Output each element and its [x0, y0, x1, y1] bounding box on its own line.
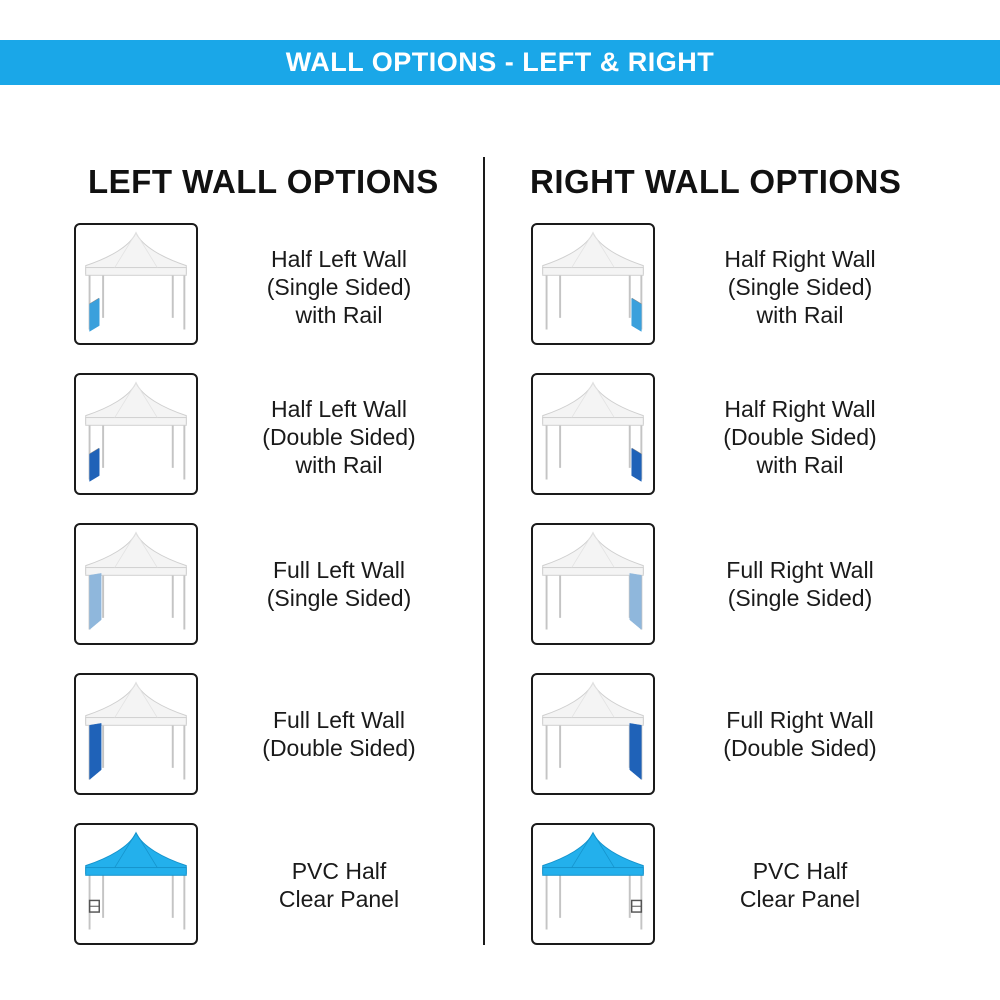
column-divider [483, 157, 485, 945]
option-card-full-right-double[interactable] [531, 673, 655, 795]
tent-full-right-wall-double-icon [533, 675, 653, 793]
option-card-full-left-single[interactable] [74, 523, 198, 645]
option-label-full-left-single: Full Left Wall (Single Sided) [266, 557, 412, 611]
option-card-pvc-left[interactable] [74, 823, 198, 945]
tent-half-left-wall-double-icon [76, 375, 196, 493]
option-card-pvc-right[interactable] [531, 823, 655, 945]
tent-pvc-half-clear-panel-icon [76, 825, 196, 943]
option-label-full-right-double: Full Right Wall (Double Sided) [723, 707, 877, 761]
banner-title: WALL OPTIONS - LEFT & RIGHT [285, 47, 715, 77]
option-label-half-left-double: Half Left Wall (Double Sided) with Rail [262, 396, 416, 478]
tent-half-left-wall-single-icon [76, 225, 196, 343]
tent-full-left-wall-single-icon [76, 525, 196, 643]
option-label-full-left-double: Full Left Wall (Double Sided) [262, 707, 416, 761]
option-card-full-right-single[interactable] [531, 523, 655, 645]
option-label-pvc-left: PVC Half Clear Panel [278, 858, 400, 912]
option-card-half-right-double[interactable] [531, 373, 655, 495]
tent-half-right-wall-double-icon [533, 375, 653, 493]
option-card-half-left-double[interactable] [74, 373, 198, 495]
option-label-half-right-single: Half Right Wall (Single Sided) with Rail [724, 246, 876, 328]
option-label-half-left-single: Half Left Wall (Single Sided) with Rail [266, 246, 412, 328]
option-card-full-left-double[interactable] [74, 673, 198, 795]
option-label-full-right-single: Full Right Wall (Single Sided) [726, 557, 874, 611]
option-label-half-right-double: Half Right Wall (Double Sided) with Rail [723, 396, 877, 478]
tent-half-right-wall-single-icon [533, 225, 653, 343]
tent-pvc-half-clear-panel-icon [533, 825, 653, 943]
right-column-heading: RIGHT WALL OPTIONS [530, 163, 902, 200]
left-column-heading: LEFT WALL OPTIONS [88, 163, 439, 200]
header-banner [0, 40, 1000, 85]
tent-full-right-wall-single-icon [533, 525, 653, 643]
option-card-half-left-single[interactable] [74, 223, 198, 345]
option-card-half-right-single[interactable] [531, 223, 655, 345]
tent-full-left-wall-double-icon [76, 675, 196, 793]
option-label-pvc-right: PVC Half Clear Panel [739, 858, 861, 912]
